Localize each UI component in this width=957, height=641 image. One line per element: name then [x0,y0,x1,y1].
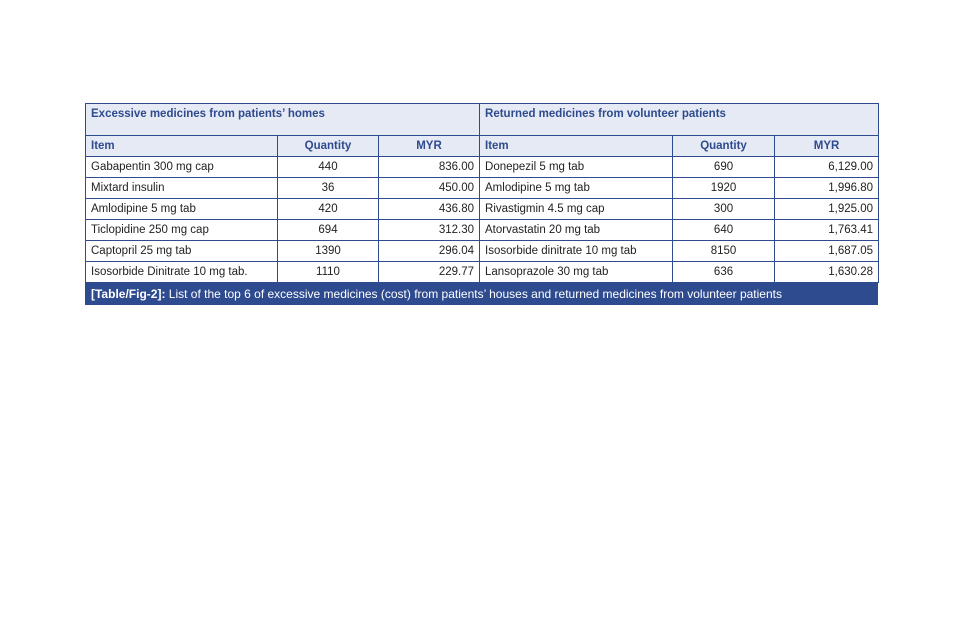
left-quantity-cell: 694 [278,220,379,241]
right-item-cell: Isosorbide dinitrate 10 mg tab [480,241,673,262]
left-myr-cell: 436.80 [379,199,480,220]
left-quantity-cell: 36 [278,178,379,199]
left-quantity-cell: 440 [278,157,379,178]
right-quantity-cell: 8150 [673,241,775,262]
table-row [86,220,879,241]
right-myr-cell: 1,763.41 [775,220,879,241]
right-quantity-cell: 300 [673,199,775,220]
left-group-header: Excessive medicines from patients’ homes [86,104,480,136]
caption-label: [Table/Fig-2]: [91,287,166,301]
col-header-myr: MYR [775,136,879,157]
left-quantity-cell: 1390 [278,241,379,262]
right-quantity-cell: 1920 [673,178,775,199]
table-row [86,262,879,283]
left-item-cell: Ticlopidine 250 mg cap [86,220,278,241]
right-myr-cell: 1,925.00 [775,199,879,220]
left-myr-cell: 229.77 [379,262,480,283]
col-header-item: Item [86,136,278,157]
left-item-cell: Amlodipine 5 mg tab [86,199,278,220]
col-header-quantity: Quantity [278,136,379,157]
right-quantity-cell: 640 [673,220,775,241]
right-item-cell: Atorvastatin 20 mg tab [480,220,673,241]
left-myr-cell: 312.30 [379,220,480,241]
group-header-row [86,104,879,136]
table-row [86,157,879,178]
left-item-cell: Mixtard insulin [86,178,278,199]
right-item-cell: Donepezil 5 mg tab [480,157,673,178]
right-myr-cell: 1,630.28 [775,262,879,283]
right-myr-cell: 1,996.80 [775,178,879,199]
right-item-cell: Lansoprazole 30 mg tab [480,262,673,283]
right-myr-cell: 6,129.00 [775,157,879,178]
right-quantity-cell: 690 [673,157,775,178]
left-item-cell: Gabapentin 300 mg cap [86,157,278,178]
table-caption [85,283,878,305]
col-header-myr: MYR [379,136,480,157]
table-row [86,178,879,199]
column-header-row [86,136,879,157]
left-myr-cell: 296.04 [379,241,480,262]
table-row [86,241,879,262]
left-quantity-cell: 420 [278,199,379,220]
right-myr-cell: 1,687.05 [775,241,879,262]
table-figure [85,103,878,305]
caption-text: List of the top 6 of excessive medicines (cost) from patients’ houses and returned medicines from volunteer patients [165,287,782,301]
col-header-item: Item [480,136,673,157]
right-item-cell: Amlodipine 5 mg tab [480,178,673,199]
left-myr-cell: 450.00 [379,178,480,199]
left-myr-cell: 836.00 [379,157,480,178]
right-group-header: Returned medicines from volunteer patients [480,104,879,136]
right-item-cell: Rivastigmin 4.5 mg cap [480,199,673,220]
left-quantity-cell: 1110 [278,262,379,283]
left-item-cell: Captopril 25 mg tab [86,241,278,262]
right-quantity-cell: 636 [673,262,775,283]
col-header-quantity: Quantity [673,136,775,157]
table-row [86,199,879,220]
medicines-table [85,103,879,283]
left-item-cell: Isosorbide Dinitrate 10 mg tab. [86,262,278,283]
